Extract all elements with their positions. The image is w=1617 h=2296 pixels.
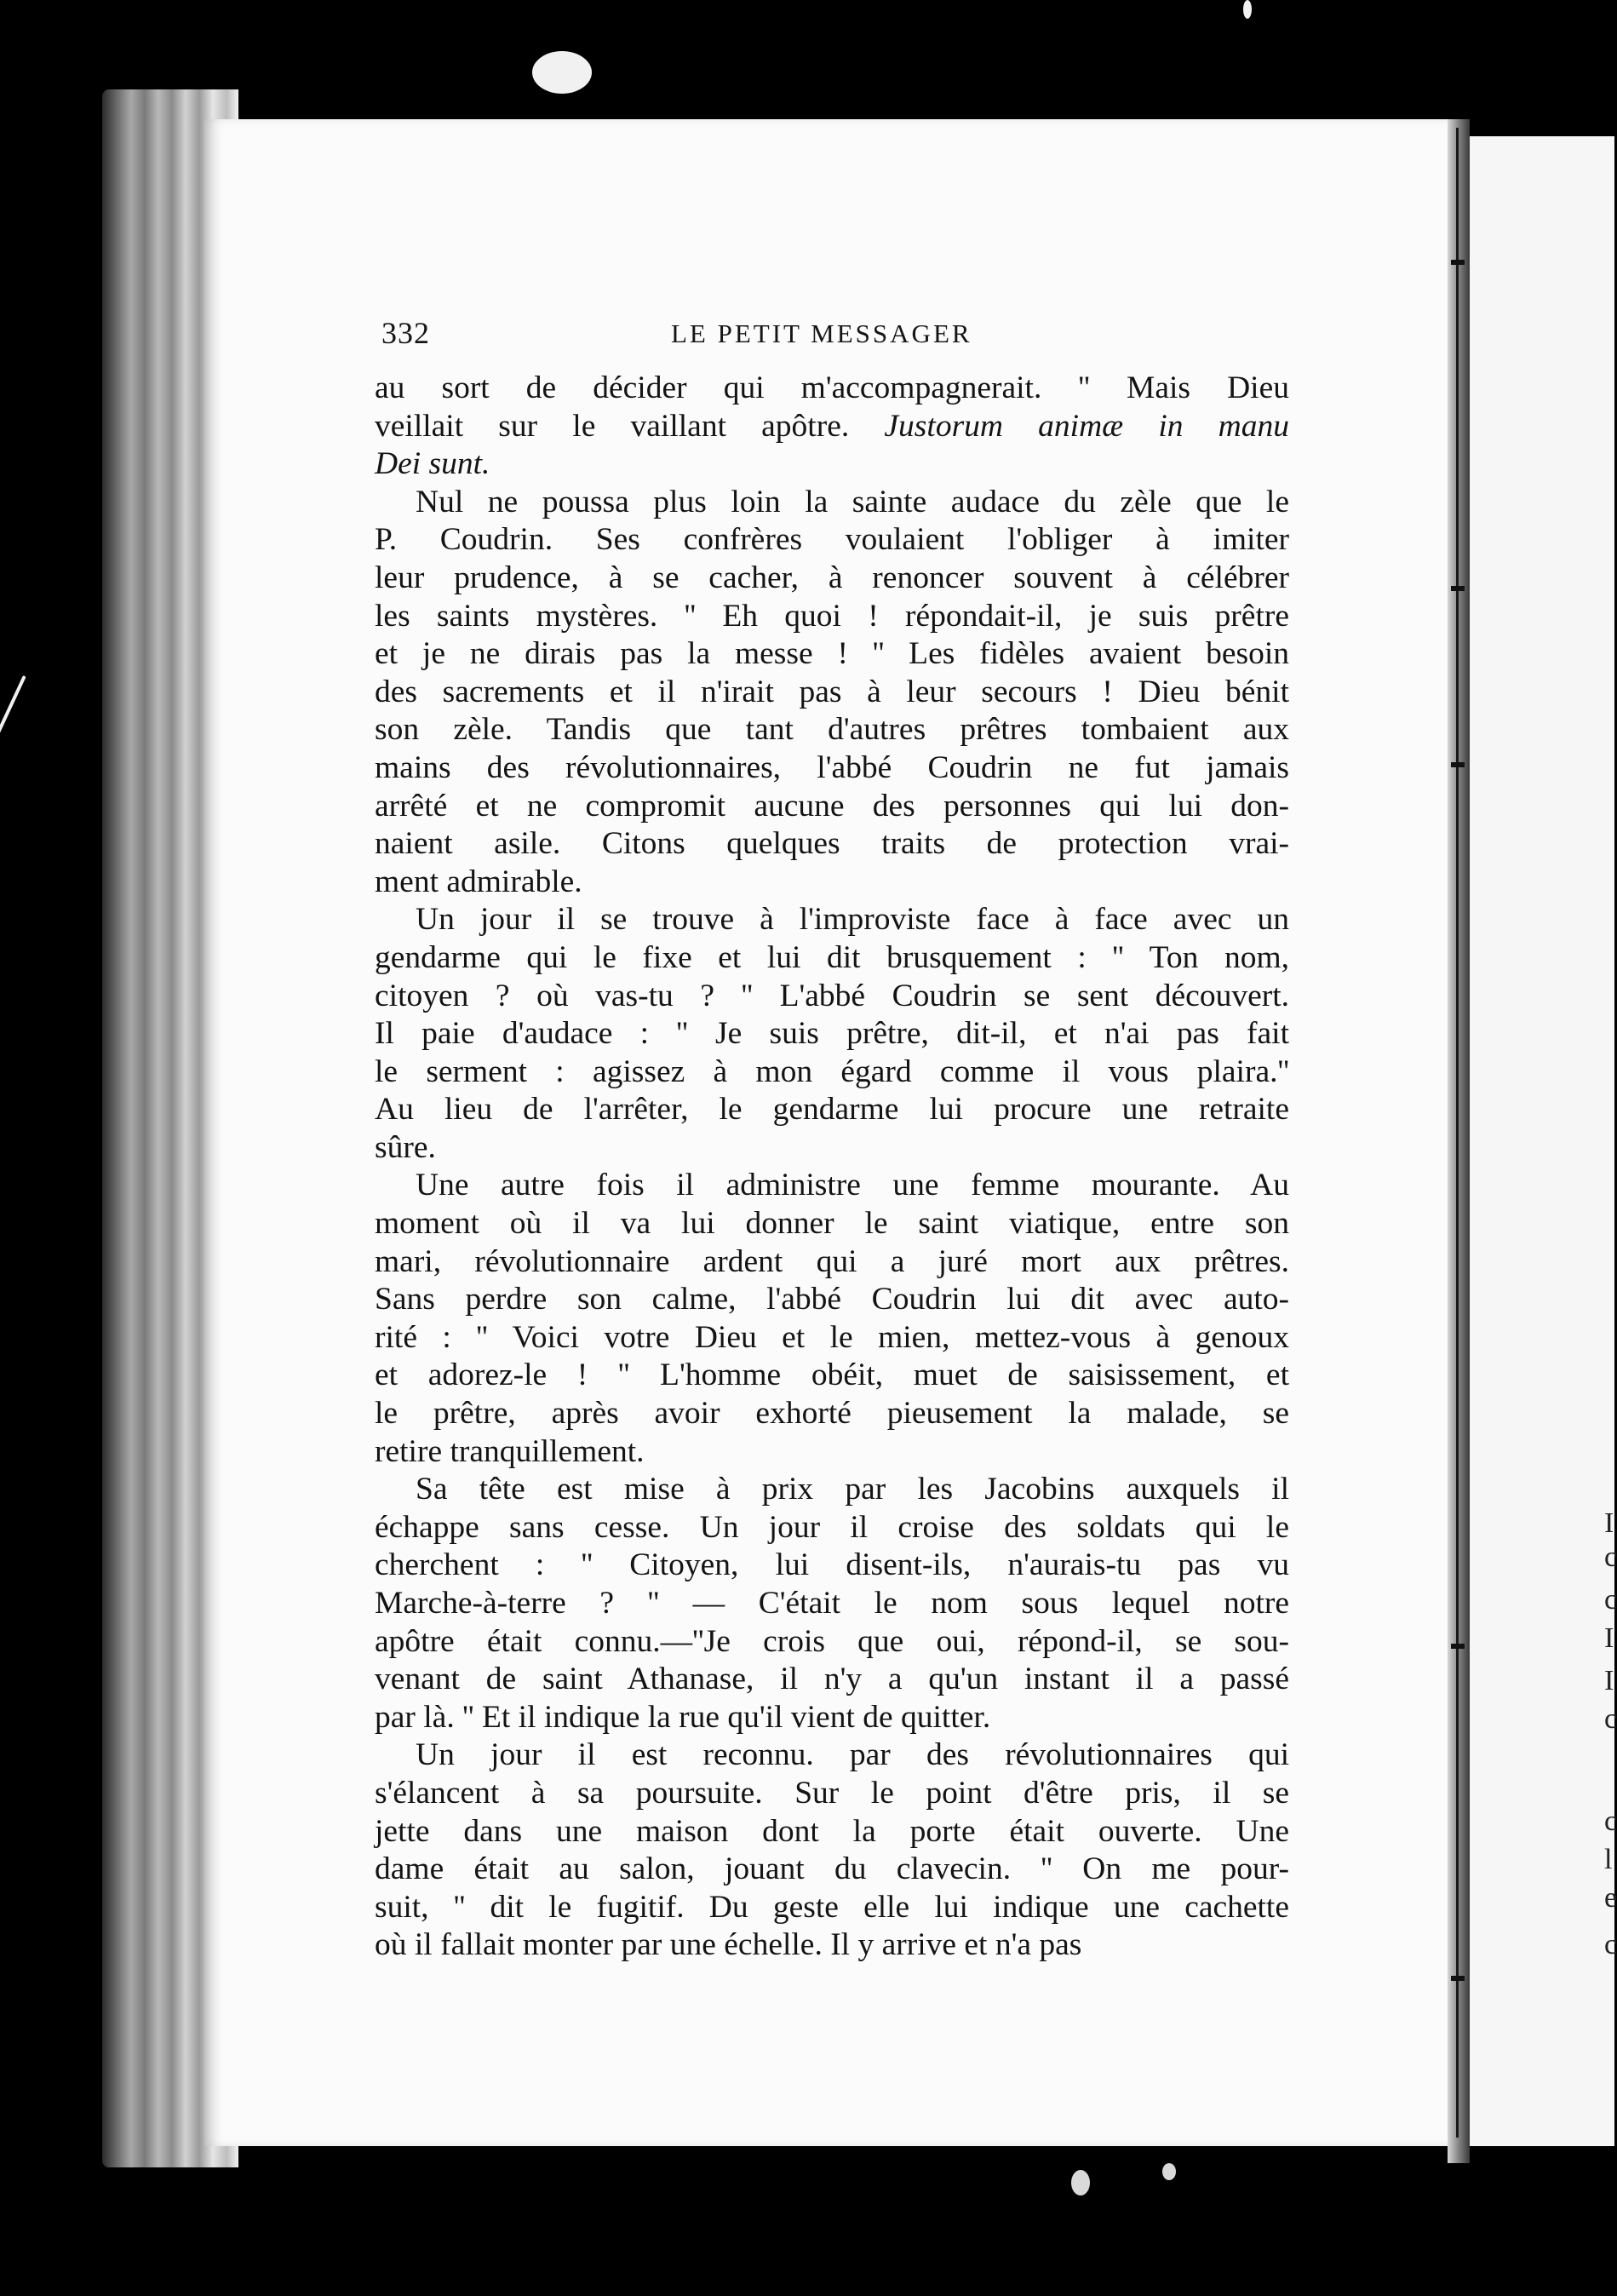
text-line-content: s'élancent à sa poursuite. Sur le point d'être pris, il se [375, 1775, 1289, 1811]
text-line [375, 408, 1289, 446]
text-line [375, 1661, 1289, 1699]
text-line [375, 1357, 1289, 1395]
adjacent-page-glyph: c [1604, 1805, 1617, 1837]
text-line-content: échappe sans cesse. Un jour il croise des soldats qui le [375, 1509, 1289, 1545]
text-line [375, 864, 1289, 902]
adjacent-page-glyph: I [1604, 1622, 1614, 1654]
text-line-content: Nul ne poussa plus loin la sainte audace du zèle que le [416, 484, 1289, 519]
text-line-content: suit, '' dit le fugitif. Du geste elle lui indique une cachette [375, 1889, 1289, 1925]
text-line-content: Sa tête est mise à prix par les Jacobins auxquels il [416, 1472, 1289, 1507]
text-line-content: Une autre fois il administre une femme mourante. Au [416, 1168, 1289, 1203]
text-line-content: venant de saint Athanase, il n'y a qu'un instant il a passé [375, 1662, 1289, 1697]
text-line [375, 1889, 1289, 1927]
text-line [375, 1129, 1289, 1168]
paragraph [375, 484, 1289, 902]
text-line-content: des sacrements et il n'irait pas à leur secours ! Dieu bénit [375, 674, 1289, 709]
text-line-content: par là. '' Et il indique la rue qu'il vient de quitter. [375, 1699, 991, 1735]
paragraph [375, 370, 1289, 484]
text-line [375, 445, 1289, 484]
text-line [375, 1851, 1289, 1889]
adjacent-page-glyph: c [1604, 1703, 1617, 1735]
text-line-content: mari, révolutionnaire ardent qui a juré mort aux prêtres. [375, 1243, 1289, 1279]
text-line-content: le serment : agissez à mon égard comme il vous plaira.'' [375, 1053, 1289, 1089]
text-line-content: jette dans une maison dont la porte était ouverte. Une [375, 1813, 1289, 1849]
text-line [375, 1926, 1289, 1965]
text-line [375, 1433, 1289, 1472]
latin-quotation: Justorum animæ in manu [884, 408, 1290, 444]
text-line [375, 1319, 1289, 1358]
text-line-content: P. Coudrin. Ses confrères voulaient l'obliger à imiter [375, 522, 1289, 558]
text-line-content: rité : '' Voici votre Dieu et le mien, mettez-vous à genoux [375, 1319, 1289, 1355]
adjacent-page-glyph: c [1604, 1584, 1617, 1616]
running-head [381, 315, 1301, 358]
dust-speck [1071, 2170, 1090, 2196]
text-line [375, 1243, 1289, 1282]
text-line [375, 1091, 1289, 1129]
paragraph [375, 901, 1289, 1167]
text-line-content: et adorez-le ! '' L'homme obéit, muet de saisissement, et [375, 1358, 1289, 1393]
text-line-content: arrêté et ne compromit aucune des personnes qui lui don- [375, 788, 1289, 824]
text-line [375, 521, 1289, 560]
text-line-content: Dei sunt. [375, 446, 490, 482]
text-line-content: le prêtre, après avoir exhorté pieusement la malade, se [375, 1396, 1289, 1432]
text-line [375, 1736, 1289, 1775]
text-line-content: Marche-à-terre ? '' — C'était le nom sous lequel notre [375, 1586, 1289, 1621]
adjacent-page-glyph: c [1604, 1929, 1617, 1960]
text-line-content: citoyen ? où vas-tu ? '' L'abbé Coudrin se sent découvert. [375, 978, 1289, 1013]
dust-speck [532, 51, 592, 94]
text-line [375, 1775, 1289, 1813]
text-line-content: apôtre était connu.—''Je crois que oui, répond-il, se sou- [375, 1623, 1289, 1659]
text-line-content: Un jour il est reconnu. par des révolutionnaires qui [416, 1737, 1289, 1773]
text-line [375, 825, 1289, 864]
text-line [375, 1699, 1289, 1737]
text-line-content: Un jour il se trouve à l'improviste face à face avec un [416, 902, 1289, 938]
text-line [375, 635, 1289, 674]
text-line [375, 598, 1289, 636]
text-line [375, 560, 1289, 598]
text-line-content: ment admirable. [375, 864, 582, 899]
text-line-content: leur prudence, à se cacher, à renoncer souvent à célébrer [375, 560, 1289, 595]
text-line-content: cherchent : '' Citoyen, lui disent-ils, n'aurais-tu pas vu [375, 1547, 1289, 1583]
text-line [375, 1205, 1289, 1243]
text-line [375, 1167, 1289, 1205]
text-line [375, 1015, 1289, 1053]
text-line [375, 1585, 1289, 1623]
text-line-content: les saints mystères. '' Eh quoi ! répondait-il, je suis prêtre [375, 598, 1289, 634]
text-line-content: son zèle. Tandis que tant d'autres prêtres tombaient aux [375, 712, 1289, 748]
text-line [375, 788, 1289, 826]
text-line-content: et je ne dirais pas la messe ! '' Les fidèles avaient besoin [375, 636, 1289, 672]
binding-thread-mark [1451, 762, 1465, 767]
text-line [375, 939, 1289, 978]
text-line [375, 370, 1289, 408]
paragraph [375, 1736, 1289, 1965]
paragraph [375, 1167, 1289, 1471]
text-line-content: Il paie d'audace : '' Je suis prêtre, dit-il, et n'ai pas fait [375, 1016, 1289, 1052]
page-body-text [375, 370, 1289, 1965]
adjacent-page-glyph: I [1604, 1507, 1614, 1539]
text-line-content: veillait sur le vaillant apôtre. [375, 408, 885, 444]
text-line [375, 1053, 1289, 1092]
text-line [375, 1547, 1289, 1585]
text-line [375, 1395, 1289, 1433]
text-line [375, 674, 1289, 712]
page-number: 332 [381, 316, 430, 350]
text-line-content: moment où il va lui donner le saint viatique, entre son [375, 1206, 1289, 1242]
adjacent-page [1470, 136, 1614, 2146]
gutter-binding-line [1456, 128, 1459, 2138]
binding-thread-mark [1451, 260, 1465, 265]
scratch-mark [0, 675, 26, 738]
text-line-content: mains des révolutionnaires, l'abbé Coudrin ne fut jamais [375, 749, 1289, 785]
paragraph [375, 1471, 1289, 1736]
text-line-content: dame était au salon, jouant du clavecin. '' On me pour- [375, 1851, 1289, 1887]
text-line [375, 1813, 1289, 1851]
text-line-content: Sans perdre son calme, l'abbé Coudrin lui dit avec auto- [375, 1282, 1289, 1317]
dust-speck [1243, 0, 1252, 19]
text-line [375, 978, 1289, 1016]
text-line [375, 711, 1289, 749]
text-line-content: au sort de décider qui m'accompagnerait. '' Mais Dieu [375, 370, 1289, 405]
binding-thread-mark [1451, 586, 1465, 591]
text-line-content: retire tranquillement. [375, 1433, 645, 1469]
text-line-content: sûre. [375, 1129, 436, 1165]
dust-speck [1162, 2163, 1176, 2180]
adjacent-page-glyph: l [1604, 1844, 1613, 1875]
running-title: LE PETIT MESSAGER [671, 319, 972, 348]
binding-thread-mark [1451, 1976, 1465, 1981]
binding-thread-mark [1451, 1644, 1465, 1649]
adjacent-page-glyph: I [1604, 1665, 1614, 1696]
book-gutter [1448, 119, 1470, 2163]
text-line-content: Au lieu de l'arrêter, le gendarme lui procure une retraite [375, 1092, 1289, 1128]
text-line [375, 901, 1289, 939]
text-line-content: naient asile. Citons quelques traits de protection vrai- [375, 826, 1289, 862]
text-line [375, 1281, 1289, 1319]
adjacent-page-glyph: c [1604, 1541, 1617, 1573]
text-line-content: gendarme qui le fixe et lui dit brusquement : '' Ton nom, [375, 939, 1289, 975]
adjacent-page-glyph: e [1604, 1882, 1617, 1914]
text-line [375, 749, 1289, 788]
text-line-content: où il fallait monter par une échelle. Il y arrive et n'a pas [375, 1927, 1082, 1963]
text-line [375, 1509, 1289, 1547]
text-line [375, 1471, 1289, 1509]
text-line [375, 1623, 1289, 1662]
text-line [375, 484, 1289, 522]
